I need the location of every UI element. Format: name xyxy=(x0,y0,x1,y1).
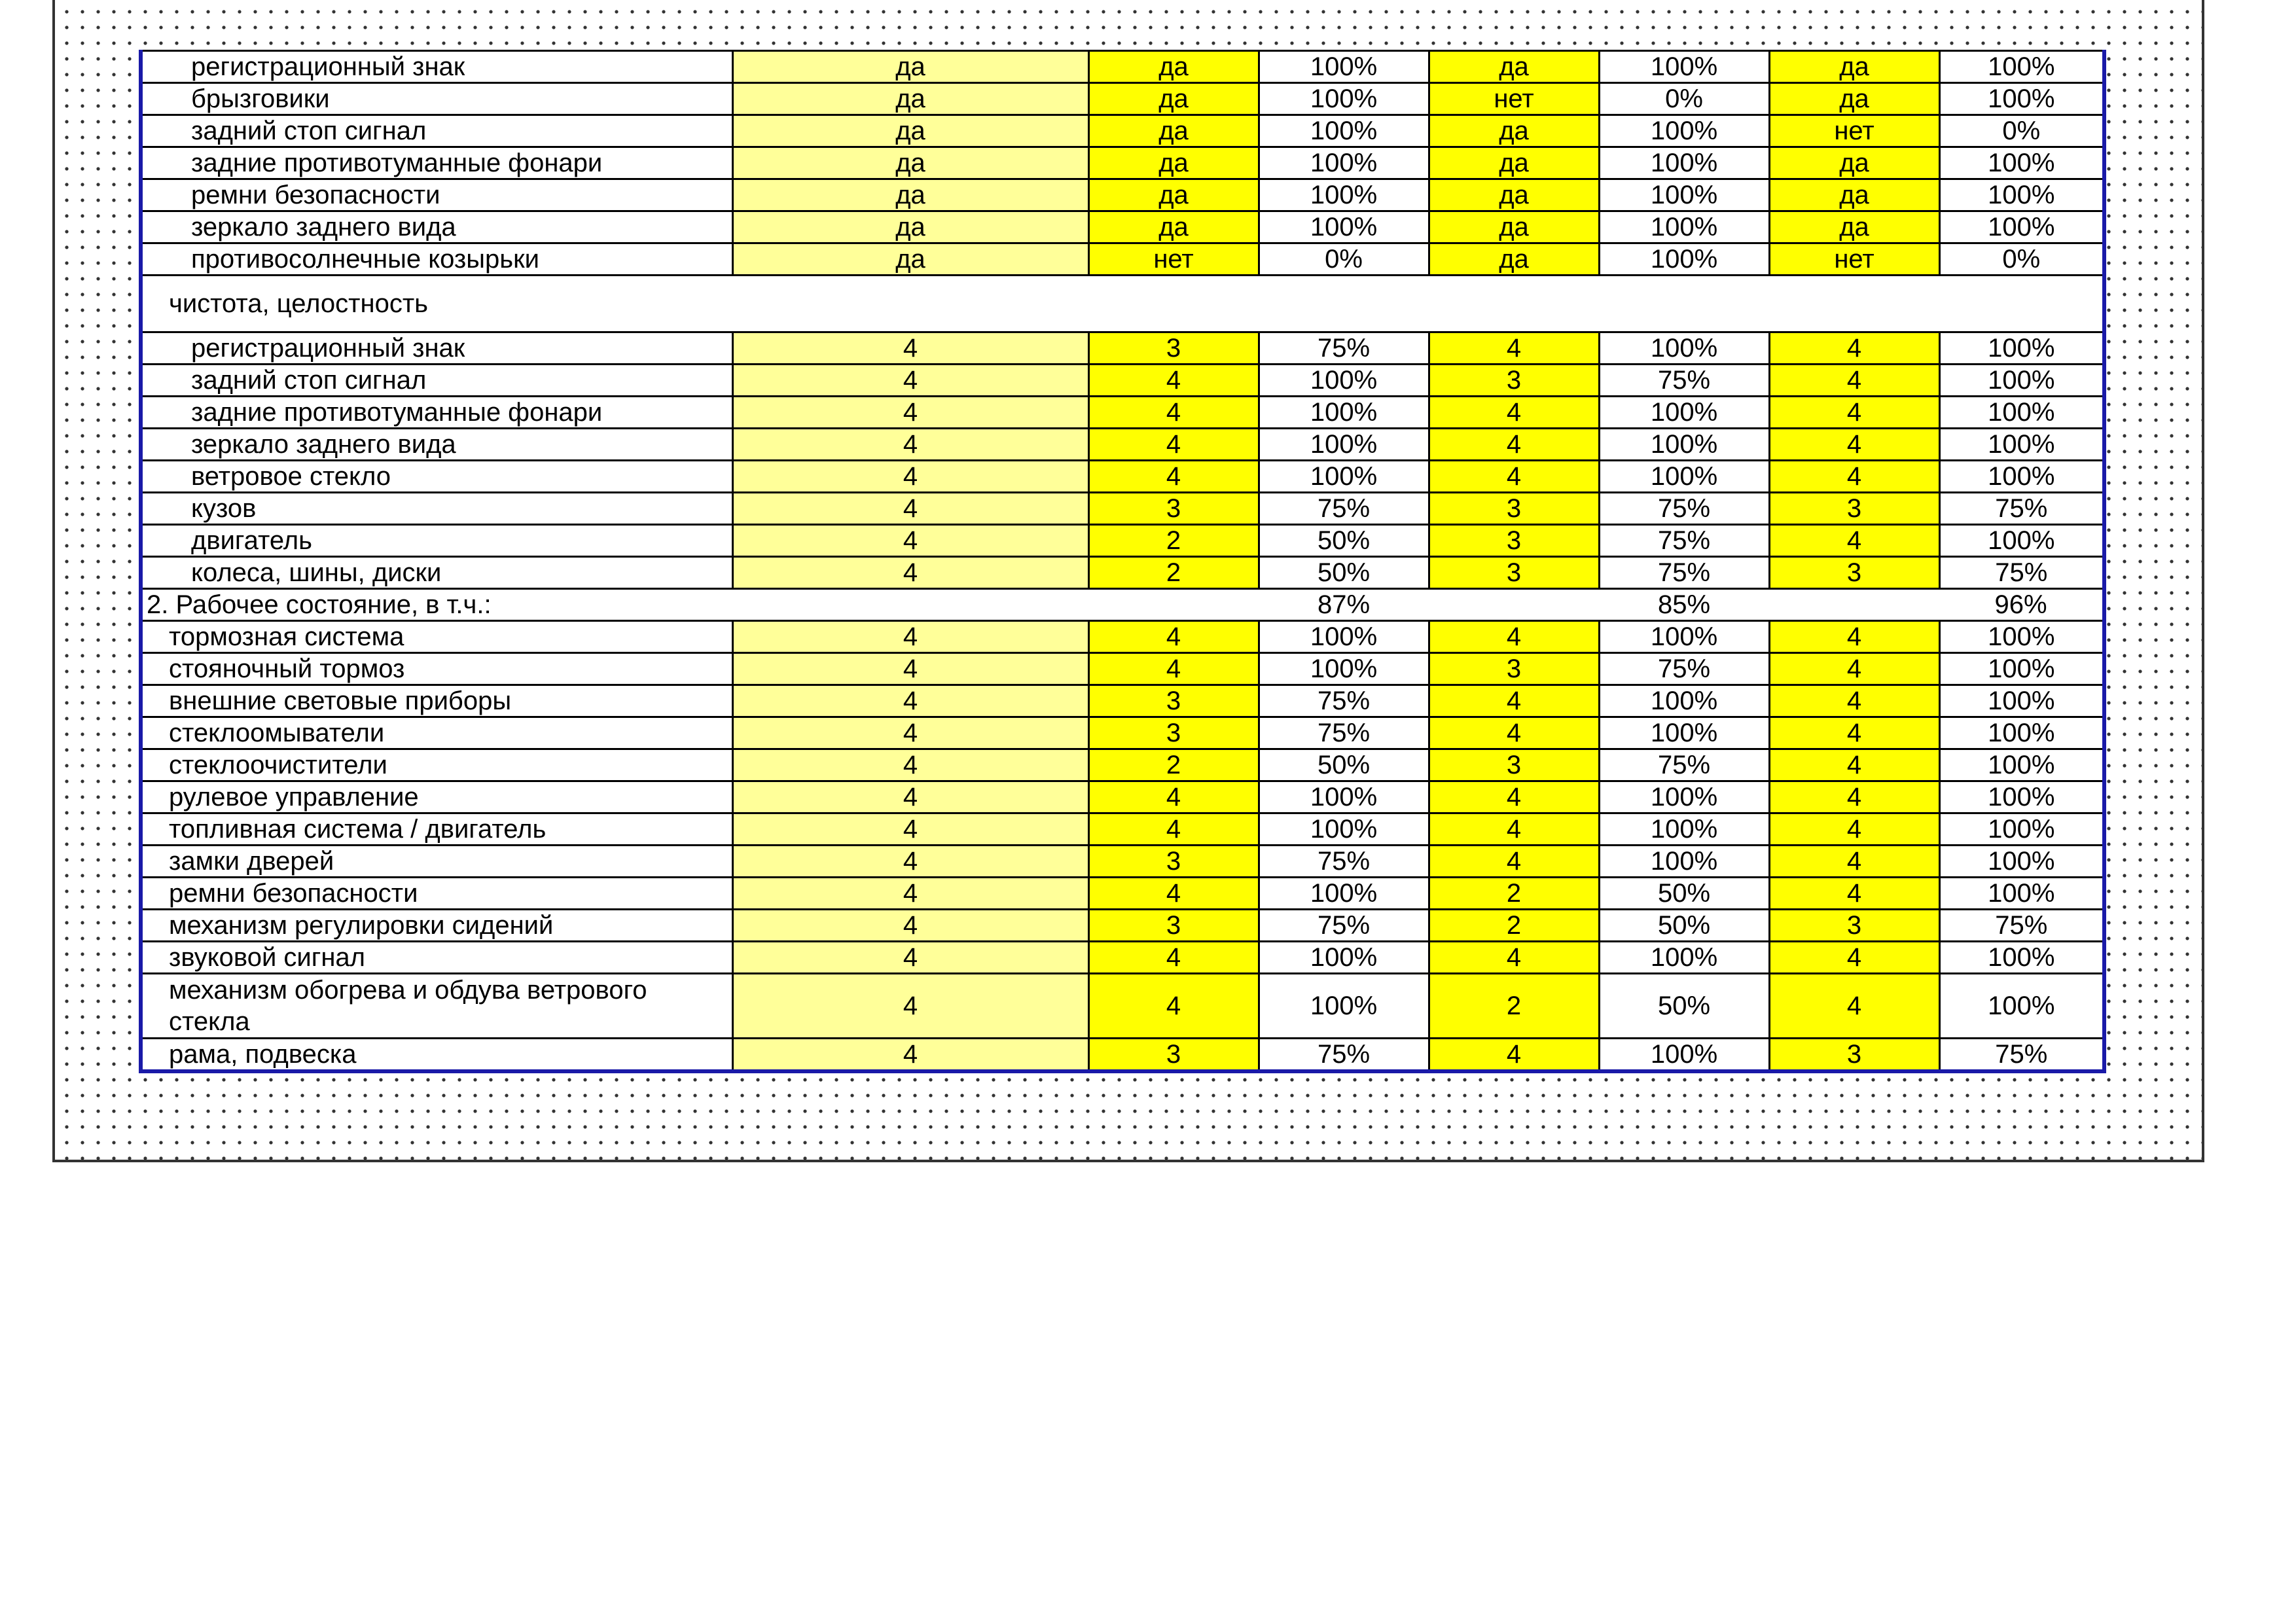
table-row xyxy=(141,115,2104,147)
cell-value-1: 2 xyxy=(1088,525,1259,557)
cell-value-3: 4 xyxy=(1769,397,1939,429)
row-label: внешние световые приборы xyxy=(141,685,732,717)
cell-value-1: да xyxy=(1088,115,1259,147)
cell-target-value: да xyxy=(732,211,1088,243)
cell-target-value: 4 xyxy=(732,974,1088,1039)
cell-percent-3: 0% xyxy=(1939,243,2104,276)
cell-percent-1: 100% xyxy=(1259,942,1429,974)
cell-value-3: 3 xyxy=(1769,1039,1939,1072)
cell-percent-1: 50% xyxy=(1259,557,1429,589)
cell-percent-3: 100% xyxy=(1939,461,2104,493)
cell-percent-2: 100% xyxy=(1599,461,1769,493)
cell-value-2: да xyxy=(1429,147,1599,179)
cell-target-value: да xyxy=(732,83,1088,115)
cell-percent-1: 100% xyxy=(1259,115,1429,147)
cell-value-2: да xyxy=(1429,211,1599,243)
cell-percent-3: 0% xyxy=(1939,115,2104,147)
cell-percent-2: 100% xyxy=(1599,621,1769,653)
cell-value-2: 3 xyxy=(1429,653,1599,685)
cell-percent-1: 100% xyxy=(1259,365,1429,397)
cell-value-1: 3 xyxy=(1088,717,1259,749)
cell-value-1: 3 xyxy=(1088,1039,1259,1072)
cell-value-1: да xyxy=(1088,51,1259,83)
cell-percent-2: 100% xyxy=(1599,51,1769,83)
cell-value-2: да xyxy=(1429,51,1599,83)
cell-percent-3: 100% xyxy=(1939,974,2104,1039)
table-row xyxy=(141,461,2104,493)
row-label: задние противотуманные фонари xyxy=(141,147,732,179)
cell-value-1: 3 xyxy=(1088,910,1259,942)
cell-percent-2: 100% xyxy=(1599,1039,1769,1072)
table-row xyxy=(141,429,2104,461)
cell-value-3: 4 xyxy=(1769,525,1939,557)
summary-row xyxy=(141,589,2104,621)
cell-target-value: 4 xyxy=(732,846,1088,878)
cell-value-3: 4 xyxy=(1769,365,1939,397)
cell-percent-2: 100% xyxy=(1599,332,1769,365)
cell-percent-2: 100% xyxy=(1599,397,1769,429)
cell-target-value: 4 xyxy=(732,942,1088,974)
table-row xyxy=(141,653,2104,685)
table-row xyxy=(141,1039,2104,1072)
cell-value-3: 4 xyxy=(1769,621,1939,653)
cell-percent-3: 100% xyxy=(1939,685,2104,717)
cell-percent-3: 100% xyxy=(1939,813,2104,846)
cell-percent-2: 100% xyxy=(1599,781,1769,813)
cell-target-value: 4 xyxy=(732,332,1088,365)
cell-value-2: 4 xyxy=(1429,1039,1599,1072)
cell-value-3: 4 xyxy=(1769,429,1939,461)
cell-percent-1: 100% xyxy=(1259,83,1429,115)
working-group xyxy=(141,621,2104,1072)
cell-percent-1: 75% xyxy=(1259,1039,1429,1072)
table-row xyxy=(141,179,2104,211)
cell-value-2: 4 xyxy=(1429,397,1599,429)
cell-value-1: 4 xyxy=(1088,429,1259,461)
cell-percent-3: 100% xyxy=(1939,846,2104,878)
cell-percent-2: 100% xyxy=(1599,115,1769,147)
cell-percent-2: 75% xyxy=(1599,365,1769,397)
cell-value-2: 3 xyxy=(1429,749,1599,781)
cell-percent-1: 100% xyxy=(1259,397,1429,429)
cell-value-3: 4 xyxy=(1769,781,1939,813)
cleanliness-group xyxy=(141,332,2104,589)
cell-target-value: 4 xyxy=(732,429,1088,461)
table-row xyxy=(141,365,2104,397)
cell-value-2: 4 xyxy=(1429,621,1599,653)
cell-target-value: 4 xyxy=(732,717,1088,749)
cell-value-1: да xyxy=(1088,179,1259,211)
cell-value-2: 2 xyxy=(1429,910,1599,942)
summary-percent-2: 85% xyxy=(1599,589,1769,621)
row-label: зеркало заднего вида xyxy=(141,211,732,243)
cell-value-1: 4 xyxy=(1088,942,1259,974)
cell-value-3: 3 xyxy=(1769,910,1939,942)
cell-value-3: 4 xyxy=(1769,942,1939,974)
cell-value-3: да xyxy=(1769,179,1939,211)
cell-percent-2: 75% xyxy=(1599,493,1769,525)
row-label: тормозная система xyxy=(141,621,732,653)
cell-percent-3: 100% xyxy=(1939,717,2104,749)
cell-percent-3: 100% xyxy=(1939,621,2104,653)
cell-percent-1: 75% xyxy=(1259,910,1429,942)
cell-value-3: да xyxy=(1769,147,1939,179)
summary-percent-1: 87% xyxy=(1259,589,1429,621)
cell-value-3: 4 xyxy=(1769,878,1939,910)
cell-target-value: 4 xyxy=(732,653,1088,685)
cell-value-2: 3 xyxy=(1429,493,1599,525)
cell-percent-1: 100% xyxy=(1259,51,1429,83)
cell-percent-3: 100% xyxy=(1939,397,2104,429)
cell-value-2: да xyxy=(1429,179,1599,211)
cell-percent-2: 75% xyxy=(1599,749,1769,781)
cell-value-1: 4 xyxy=(1088,974,1259,1039)
cell-value-3: 4 xyxy=(1769,332,1939,365)
cell-percent-3: 100% xyxy=(1939,653,2104,685)
cell-percent-2: 75% xyxy=(1599,653,1769,685)
cell-value-1: 4 xyxy=(1088,878,1259,910)
cell-percent-1: 0% xyxy=(1259,243,1429,276)
cell-percent-3: 100% xyxy=(1939,332,2104,365)
row-label: звуковой сигнал xyxy=(141,942,732,974)
cell-percent-1: 100% xyxy=(1259,461,1429,493)
cell-percent-2: 100% xyxy=(1599,243,1769,276)
table-row xyxy=(141,243,2104,276)
cell-value-3: 4 xyxy=(1769,685,1939,717)
row-label: задний стоп сигнал xyxy=(141,365,732,397)
cell-value-1: 3 xyxy=(1088,685,1259,717)
cell-target-value: 4 xyxy=(732,878,1088,910)
cell-percent-1: 75% xyxy=(1259,332,1429,365)
row-label: рулевое управление xyxy=(141,781,732,813)
cell-percent-2: 100% xyxy=(1599,942,1769,974)
cell-percent-1: 100% xyxy=(1259,429,1429,461)
cell-percent-1: 100% xyxy=(1259,147,1429,179)
cell-target-value: 4 xyxy=(732,910,1088,942)
cell-value-3: да xyxy=(1769,51,1939,83)
cell-percent-3: 75% xyxy=(1939,1039,2104,1072)
table-row xyxy=(141,813,2104,846)
cell-value-1: 4 xyxy=(1088,653,1259,685)
cell-value-2: 4 xyxy=(1429,813,1599,846)
cell-value-2: 4 xyxy=(1429,429,1599,461)
row-label: задний стоп сигнал xyxy=(141,115,732,147)
cell-percent-2: 50% xyxy=(1599,974,1769,1039)
cell-value-2: да xyxy=(1429,243,1599,276)
cell-value-2: 4 xyxy=(1429,717,1599,749)
table-row xyxy=(141,942,2104,974)
row-label: противосолнечные козырьки xyxy=(141,243,732,276)
cell-percent-2: 100% xyxy=(1599,147,1769,179)
cell-value-3: 4 xyxy=(1769,461,1939,493)
table-row xyxy=(141,974,2104,1039)
cell-target-value: 4 xyxy=(732,557,1088,589)
cell-value-1: 4 xyxy=(1088,365,1259,397)
table-row xyxy=(141,749,2104,781)
cell-percent-3: 100% xyxy=(1939,179,2104,211)
row-label: стояночный тормоз xyxy=(141,653,732,685)
cell-value-2: 4 xyxy=(1429,781,1599,813)
cell-value-3: 4 xyxy=(1769,813,1939,846)
cell-target-value: да xyxy=(732,179,1088,211)
cell-percent-2: 100% xyxy=(1599,813,1769,846)
cell-percent-3: 75% xyxy=(1939,493,2104,525)
cell-value-2: 2 xyxy=(1429,878,1599,910)
row-label: стеклоомыватели xyxy=(141,717,732,749)
cell-percent-1: 75% xyxy=(1259,846,1429,878)
row-label: двигатель xyxy=(141,525,732,557)
cell-value-1: 2 xyxy=(1088,557,1259,589)
cell-percent-1: 100% xyxy=(1259,813,1429,846)
section-row xyxy=(141,276,2104,332)
cell-value-2: 4 xyxy=(1429,332,1599,365)
table-row xyxy=(141,685,2104,717)
cell-target-value: 4 xyxy=(732,397,1088,429)
cell-value-3: 4 xyxy=(1769,846,1939,878)
row-label: зеркало заднего вида xyxy=(141,429,732,461)
cell-percent-1: 100% xyxy=(1259,974,1429,1039)
cell-target-value: да xyxy=(732,243,1088,276)
cell-percent-2: 100% xyxy=(1599,685,1769,717)
cell-target-value: 4 xyxy=(732,461,1088,493)
cell-value-1: нет xyxy=(1088,243,1259,276)
cell-percent-1: 100% xyxy=(1259,179,1429,211)
cell-value-1: да xyxy=(1088,211,1259,243)
cell-percent-2: 100% xyxy=(1599,429,1769,461)
cell-percent-3: 100% xyxy=(1939,365,2104,397)
section-title: чистота, целостность xyxy=(141,276,2104,332)
cell-value-1: 3 xyxy=(1088,332,1259,365)
row-label: регистрационный знак xyxy=(141,332,732,365)
section-header-group xyxy=(141,276,2104,332)
cell-value-3: 4 xyxy=(1769,749,1939,781)
table-row xyxy=(141,781,2104,813)
cell-percent-1: 50% xyxy=(1259,525,1429,557)
cell-value-2: 3 xyxy=(1429,365,1599,397)
cell-value-1: 4 xyxy=(1088,621,1259,653)
summary-percent-3: 96% xyxy=(1939,589,2104,621)
cell-value-2: 2 xyxy=(1429,974,1599,1039)
cell-value-3: 3 xyxy=(1769,493,1939,525)
cell-percent-1: 100% xyxy=(1259,781,1429,813)
cell-value-1: да xyxy=(1088,147,1259,179)
cell-percent-1: 100% xyxy=(1259,878,1429,910)
cell-value-1: 4 xyxy=(1088,397,1259,429)
cell-percent-3: 100% xyxy=(1939,525,2104,557)
cell-percent-2: 100% xyxy=(1599,846,1769,878)
cell-percent-3: 100% xyxy=(1939,429,2104,461)
row-label: рама, подвеска xyxy=(141,1039,732,1072)
cell-percent-1: 75% xyxy=(1259,717,1429,749)
cell-percent-3: 100% xyxy=(1939,83,2104,115)
table-row xyxy=(141,846,2104,878)
cell-target-value: 4 xyxy=(732,493,1088,525)
cell-percent-2: 50% xyxy=(1599,878,1769,910)
table-row xyxy=(141,717,2104,749)
cell-value-2: 4 xyxy=(1429,846,1599,878)
cell-percent-1: 100% xyxy=(1259,621,1429,653)
cell-value-2: 4 xyxy=(1429,942,1599,974)
cell-value-3: нет xyxy=(1769,115,1939,147)
table-row xyxy=(141,332,2104,365)
cell-value-2: 3 xyxy=(1429,525,1599,557)
row-label: регистрационный знак xyxy=(141,51,732,83)
cell-value-2: 4 xyxy=(1429,461,1599,493)
cell-percent-1: 100% xyxy=(1259,211,1429,243)
cell-percent-2: 75% xyxy=(1599,557,1769,589)
summary-label: 2. Рабочее состояние, в т.ч.: xyxy=(141,589,1259,621)
cell-value-1: 4 xyxy=(1088,781,1259,813)
table-row xyxy=(141,147,2104,179)
cell-percent-1: 75% xyxy=(1259,685,1429,717)
row-label: брызговики xyxy=(141,83,732,115)
table-row xyxy=(141,910,2104,942)
row-label: задние противотуманные фонари xyxy=(141,397,732,429)
cell-percent-1: 50% xyxy=(1259,749,1429,781)
row-label: механизм регулировки сидений xyxy=(141,910,732,942)
row-label: механизм обогрева и обдува ветрового стекла xyxy=(141,974,732,1039)
cell-value-2: да xyxy=(1429,115,1599,147)
cell-percent-2: 100% xyxy=(1599,179,1769,211)
cell-percent-3: 100% xyxy=(1939,942,2104,974)
cell-target-value: 4 xyxy=(732,685,1088,717)
table-row xyxy=(141,525,2104,557)
cell-percent-3: 100% xyxy=(1939,749,2104,781)
cell-value-3: 3 xyxy=(1769,557,1939,589)
cell-value-1: 2 xyxy=(1088,749,1259,781)
cell-value-3: да xyxy=(1769,83,1939,115)
cell-percent-1: 75% xyxy=(1259,493,1429,525)
cell-target-value: 4 xyxy=(732,749,1088,781)
cell-percent-2: 0% xyxy=(1599,83,1769,115)
cell-percent-2: 75% xyxy=(1599,525,1769,557)
row-label: колеса, шины, диски xyxy=(141,557,732,589)
cell-percent-2: 50% xyxy=(1599,910,1769,942)
working-state-group xyxy=(141,589,2104,621)
cell-percent-3: 75% xyxy=(1939,910,2104,942)
table-row xyxy=(141,397,2104,429)
row-label: стеклоочистители xyxy=(141,749,732,781)
cell-target-value: да xyxy=(732,147,1088,179)
cell-target-value: 4 xyxy=(732,1039,1088,1072)
row-label: кузов xyxy=(141,493,732,525)
cell-value-3: 4 xyxy=(1769,974,1939,1039)
cell-value-2: нет xyxy=(1429,83,1599,115)
cell-value-1: 3 xyxy=(1088,493,1259,525)
cell-percent-1: 100% xyxy=(1259,653,1429,685)
row-label: ремни безопасности xyxy=(141,878,732,910)
cell-value-3: 4 xyxy=(1769,717,1939,749)
cell-target-value: 4 xyxy=(732,813,1088,846)
cell-value-1: 4 xyxy=(1088,461,1259,493)
cell-percent-2: 100% xyxy=(1599,211,1769,243)
table-row xyxy=(141,211,2104,243)
cell-percent-3: 100% xyxy=(1939,51,2104,83)
table-row xyxy=(141,557,2104,589)
row-label: замки дверей xyxy=(141,846,732,878)
row-label: ремни безопасности xyxy=(141,179,732,211)
cell-value-3: 4 xyxy=(1769,653,1939,685)
cell-value-1: 4 xyxy=(1088,813,1259,846)
cell-target-value: да xyxy=(732,51,1088,83)
row-label: топливная система / двигатель xyxy=(141,813,732,846)
cell-percent-3: 100% xyxy=(1939,147,2104,179)
cell-percent-3: 100% xyxy=(1939,878,2104,910)
cell-value-1: 3 xyxy=(1088,846,1259,878)
presence-group xyxy=(141,51,2104,276)
cell-target-value: 4 xyxy=(732,365,1088,397)
inspection-table xyxy=(139,50,2106,1073)
cell-value-3: да xyxy=(1769,211,1939,243)
table-row xyxy=(141,51,2104,83)
cell-value-2: 3 xyxy=(1429,557,1599,589)
cell-value-3: нет xyxy=(1769,243,1939,276)
cell-percent-3: 75% xyxy=(1939,557,2104,589)
table-row xyxy=(141,83,2104,115)
cell-target-value: да xyxy=(732,115,1088,147)
cell-percent-2: 100% xyxy=(1599,717,1769,749)
table-row xyxy=(141,621,2104,653)
table-row xyxy=(141,878,2104,910)
cell-value-1: да xyxy=(1088,83,1259,115)
row-label: ветровое стекло xyxy=(141,461,732,493)
cell-target-value: 4 xyxy=(732,621,1088,653)
cell-percent-3: 100% xyxy=(1939,781,2104,813)
cell-target-value: 4 xyxy=(732,525,1088,557)
table-row xyxy=(141,493,2104,525)
cell-percent-3: 100% xyxy=(1939,211,2104,243)
cell-value-2: 4 xyxy=(1429,685,1599,717)
cell-target-value: 4 xyxy=(732,781,1088,813)
